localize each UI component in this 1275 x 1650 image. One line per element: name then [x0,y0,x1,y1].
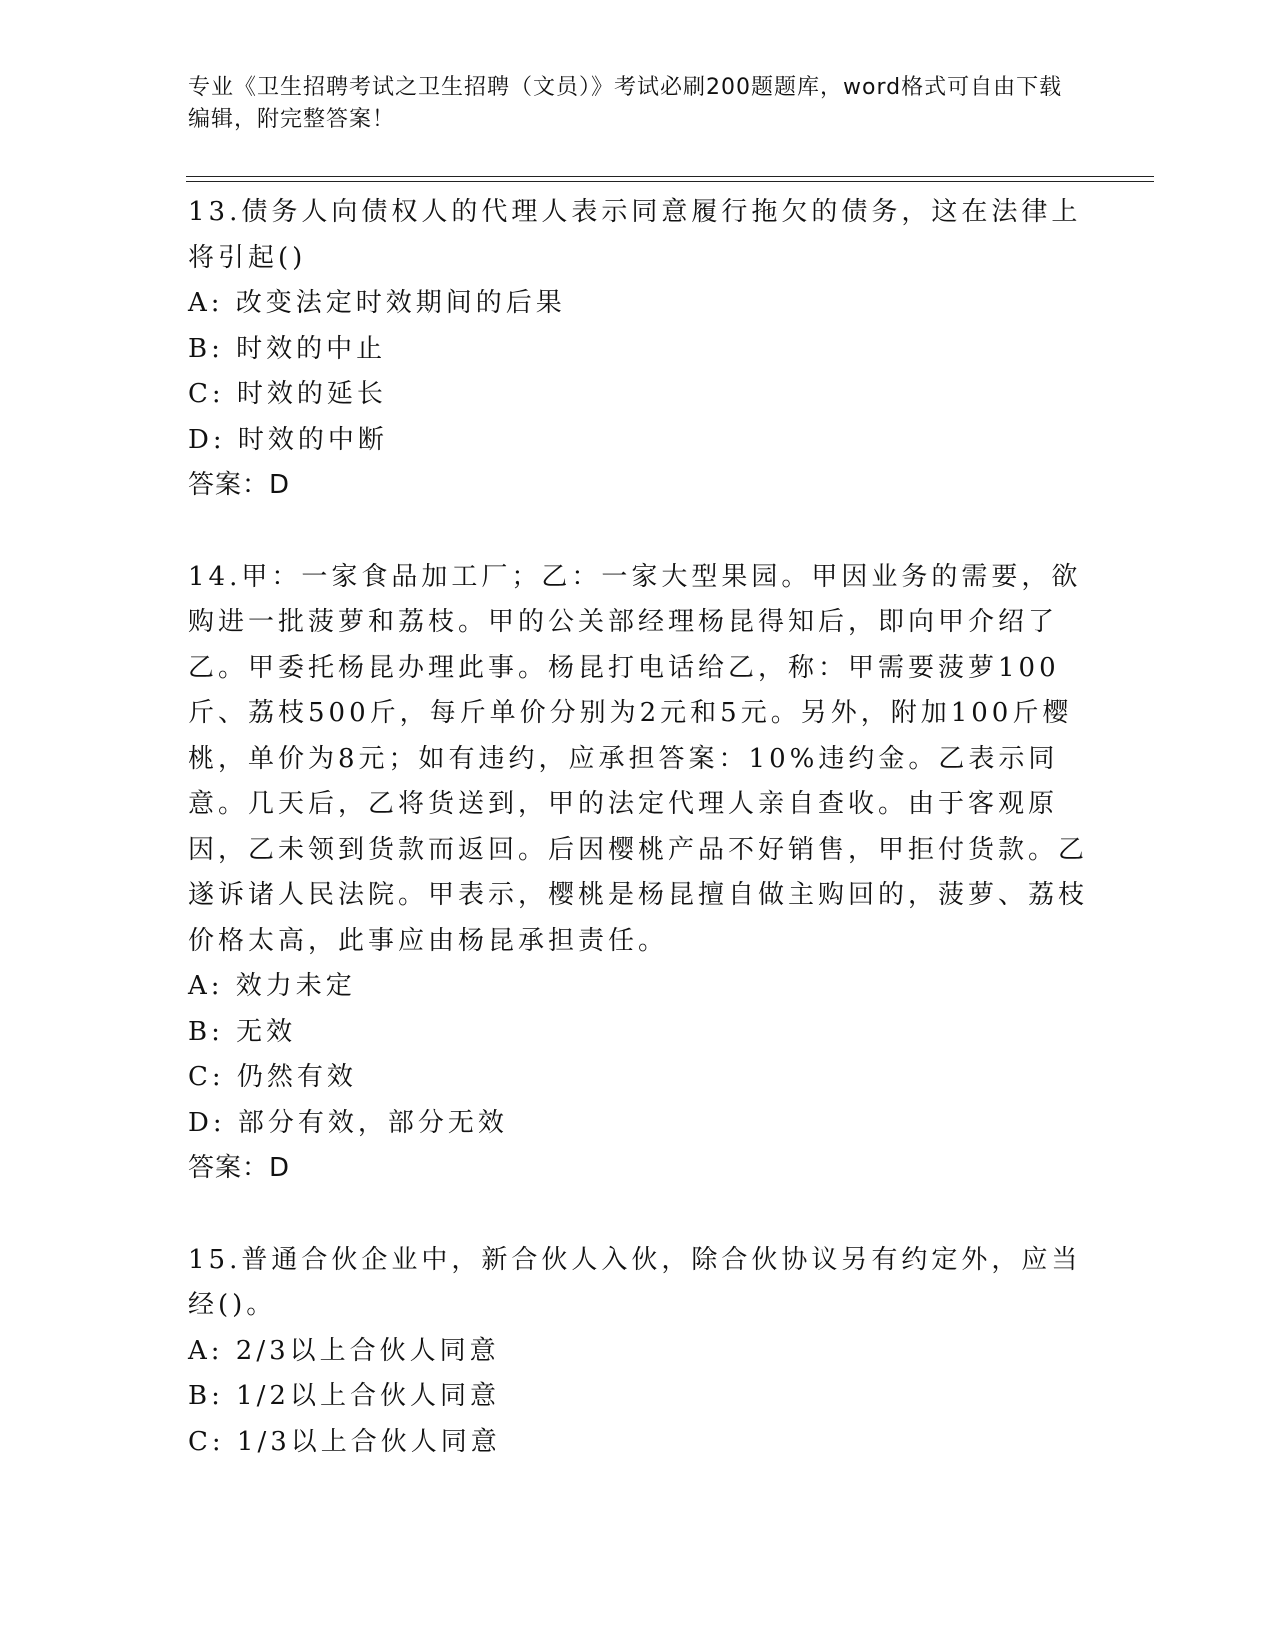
question-15 [188,1238,1088,1466]
question-list [188,190,1088,1511]
option-c: C: 仍然有效 [188,1062,357,1092]
option-b: B: 时效的中止 [188,333,387,364]
option-b: B: 无效 [188,1016,297,1047]
question-stem: 14.甲：一家食品加工厂；乙：一家大型果园。甲因业务的需要，欲购进一批菠萝和荔枝。甲的公关部经理杨昆得知后，即向甲介绍了乙。甲委托杨昆办理此事。杨昆打电话给乙，称：甲需要菠萝100斤、荔枝500斤，每斤单价分别为2元和5元。另外，附加100斤樱桃，单价为8元；如有违约，应承担答案：10%违约金。乙表示同意。几天后，乙将货送到，甲的法定代理人亲自查收。由于客观原因，乙未领到货款而返回。后因樱桃产品不好销售，甲拒付货款。乙遂诉诸人民法院。甲表示，樱桃是杨昆擅自做主购回的，菠萝、荔枝价格太高，此事应由杨昆承担责任。 [188,561,1089,956]
answer-label: 答案：D [188,470,291,500]
option-d: D: 部分有效，部分无效 [188,1107,508,1138]
option-b: B: 1/2以上合伙人同意 [188,1381,500,1411]
page-header: 专业《卫生招聘考试之卫生招聘（文员）》考试必刷200题题库，word格式可自由下载编辑，附完整答案！ [188,75,1063,132]
option-d: D: 时效的中断 [188,424,388,455]
question-14 [188,555,1088,1192]
question-stem: 13.债务人向债权人的代理人表示同意履行拖欠的债务，这在法律上将引起() [188,197,1082,273]
header-divider-bottom [186,181,1154,182]
header-divider-top [186,176,1154,177]
option-a: A: 2/3以上合伙人同意 [188,1335,500,1366]
question-13 [188,190,1088,509]
option-a: A: 效力未定 [188,971,356,1001]
question-stem: 15.普通合伙企业中，新合伙人入伙，除合伙协议另有约定外，应当经()。 [188,1244,1082,1320]
option-c: C: 1/3以上合伙人同意 [188,1426,501,1457]
option-a: A: 改变法定时效期间的后果 [188,288,566,318]
answer-label: 答案：D [188,1153,291,1183]
option-c: C: 时效的延长 [188,379,387,409]
